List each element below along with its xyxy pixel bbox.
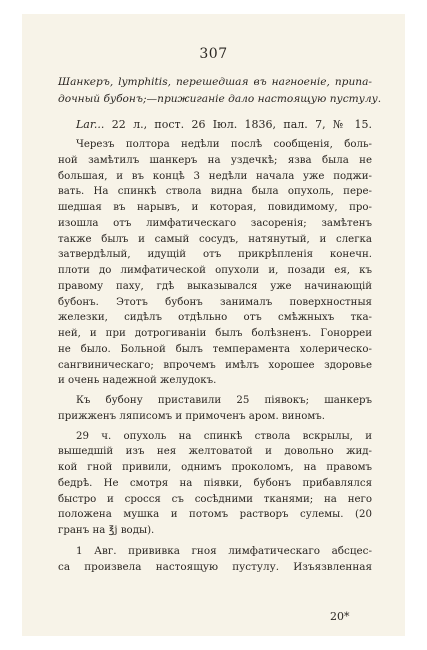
text-line: плоти до лимфатической опухоли и, позади ея, къ (58, 265, 372, 276)
text-line: бубонъ. Этотъ бубонъ занималъ поверхностныя (58, 296, 372, 308)
text-line: 1 Авг. прививка гноя лимфатическаго абсцес- (76, 544, 372, 557)
text-line: вать. На спинкѣ ствола видна была опухоль, пере- (58, 186, 372, 198)
text-line: вышедшій изъ нея желтоватой и довольно жид- (58, 446, 372, 458)
text-line: сангвиническаго; впрочемъ имѣлъ хорошее здоровье (58, 359, 372, 371)
text-line: не было. Больной былъ темперамента холерическо- (58, 343, 372, 355)
text-line: затвердѣлый, идущій отъ прикрѣпленія конечн. (58, 249, 372, 261)
text-line: изошла отъ лимфатическаго засоренія; замѣтенъ (58, 217, 372, 229)
text-line: шедшая въ нарывъ, и которая, повидимому, про- (58, 202, 372, 213)
text-line: бедрѣ. Не смотря на піявки, бубонъ прибавлялся (58, 477, 372, 489)
text-line: прижженъ ляписомъ и примоченъ аром. виномъ. (58, 410, 326, 422)
text-line: Черезъ полтора недѣли послѣ сообщенія, боль- (76, 139, 372, 150)
text-block (58, 74, 382, 575)
text-line: гранъ на ℥j воды). (58, 525, 155, 536)
text-line: железки, сидѣлъ отдѣльно отъ смѣжныхъ ткa- (58, 312, 372, 324)
text-line: правому паху, гдѣ выказывался уже начинающій (58, 280, 372, 292)
text-line: и очень надежной желудокъ. (58, 375, 217, 387)
text-line: также былъ и самый сосудъ, натянутый, и слегка (58, 233, 372, 245)
case-record-line (58, 117, 372, 133)
text-line: ней, и при дотрогиваніи былъ болѣзненъ. Гонорреи (58, 328, 372, 339)
text-line: быстро и сросся съ сосѣдними тканями; на него (58, 493, 372, 505)
text-line: положена мушка и потомъ растворъ сулемы. (20 (58, 509, 372, 521)
signature-mark: 20* (330, 610, 350, 623)
text-line: 29 ч. опухоль на спинкѣ ствола вскрылы, и (76, 430, 372, 442)
patient-name: Lar... (76, 118, 105, 131)
text-line: са произвела настоящую пустулу. Изъязвленная (58, 560, 372, 573)
case-details: 22 л., пост. 26 Іюл. 1836, пал. 7, № 15. (111, 118, 372, 131)
case-heading-line: Шанкеръ, lymphitis, перешедшая въ нагноеніе, припа- (58, 76, 372, 88)
text-line: кой гной привили, однимъ проколомъ, на правомъ (58, 462, 372, 473)
text-line: ной замѣтилъ шанкеръ на уздечкѣ; язва была не (58, 154, 372, 166)
case-heading-line: дочный бубонъ;—прижиганіе дало настоящую пустулу. (58, 93, 382, 105)
page-number: 307 (199, 46, 228, 62)
text-line: Къ бубону приставили 25 піявокъ; шанкеръ (76, 395, 372, 406)
text-line: большая, и въ концѣ 3 недѣли начала уже поджи- (58, 170, 372, 182)
